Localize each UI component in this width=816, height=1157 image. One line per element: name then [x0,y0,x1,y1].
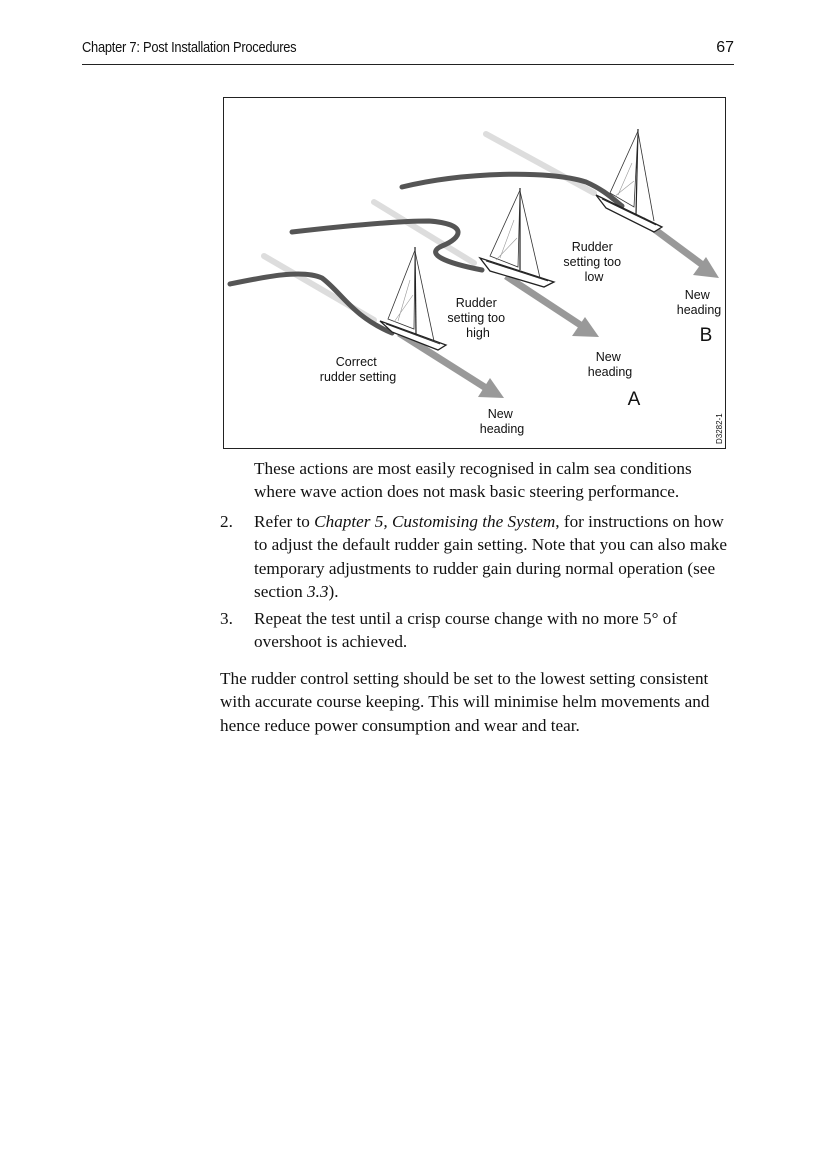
rudder-setting-diagram [224,98,726,449]
rudder-setting-figure [223,97,726,449]
page-number: 67 [716,39,734,56]
label-too-high: Rudder setting too high [447,296,506,340]
intro-paragraph: These actions are most easily recognised in calm sea conditions where wave action does not mask basic steering performance. [254,459,692,502]
yacht-icon [480,188,554,287]
label-correct-setting: Correct rudder setting [319,355,397,384]
label-letter-b: B [699,325,713,346]
drawing-code: D3282-1 [715,413,724,444]
label-new-heading-b: New heading [676,288,722,317]
heading-arrow-1 [399,333,504,398]
page-header [82,38,734,65]
incoming-wake-3 [486,134,594,193]
label-new-heading: New heading [479,407,525,436]
label-letter-a: A [627,389,641,410]
label-too-low: Rudder setting too low [563,240,622,284]
chapter-reference: Chapter 5, Customising the System [314,512,556,531]
track-too-high [292,221,482,270]
list-item-text: Repeat the test until a crisp course change with no more 5° of overshoot is achieved. [254,609,678,652]
list-number: 3. [220,609,233,628]
list-item-text: Refer to Chapter 5, Customising the System, for instructions on how to adjust the default rudder gain setting. Note that you can also make temporary adjustments to rudder gain during normal operation (see section 3.3). [254,512,728,602]
yacht-icon [596,129,662,232]
label-new-heading-a: New heading [587,350,633,379]
chapter-title: Chapter 7: Post Installation Procedures [82,39,297,56]
section-reference: 3.3 [306,582,329,602]
list-number: 2. [220,512,233,531]
heading-arrow-a [506,276,599,337]
closing-paragraph: The rudder control setting should be set to the lowest setting consistent with accurate course keeping. This will minimise helm movements and hence reduce power consumption and wear and tear. [220,669,710,735]
